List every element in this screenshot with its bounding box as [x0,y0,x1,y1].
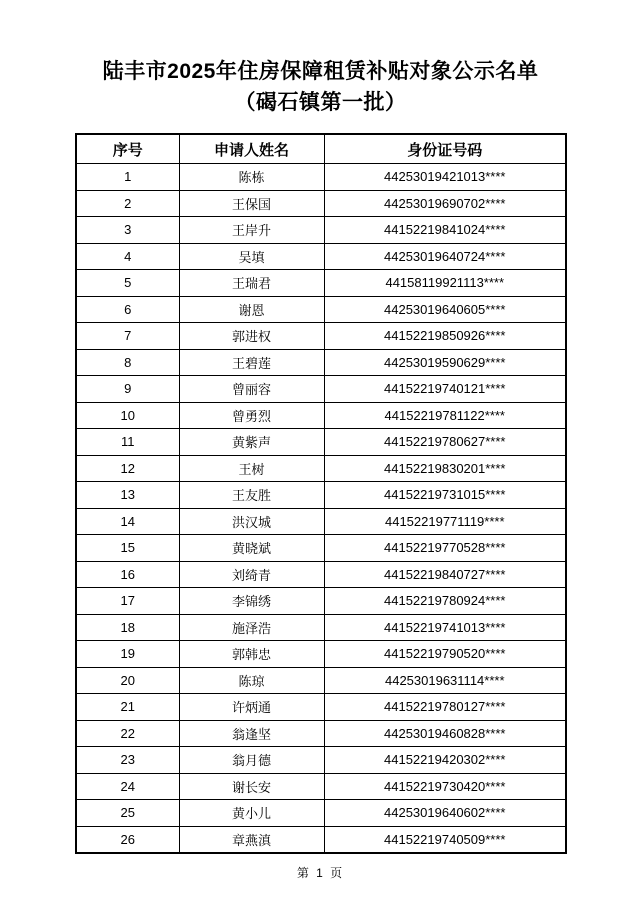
table-row [76,614,566,641]
cell-id-number: 44253019421013**** [324,164,566,191]
cell-applicant-name: 郭韩忠 [179,641,324,668]
cell-applicant-name: 陈琼 [179,667,324,694]
page-title [0,56,641,118]
table-row [76,588,566,615]
cell-id-number: 44152219420302**** [324,747,566,774]
cell-id-number: 44152219840727**** [324,561,566,588]
cell-id-number: 44152219740121**** [324,376,566,403]
table-row [76,747,566,774]
cell-index: 8 [76,349,179,376]
table-row [76,296,566,323]
table-body [76,164,566,854]
table-row [76,190,566,217]
cell-applicant-name: 王瑞君 [179,270,324,297]
cell-applicant-name: 施泽浩 [179,614,324,641]
cell-index: 13 [76,482,179,509]
cell-applicant-name: 章燕滇 [179,826,324,853]
table-row [76,323,566,350]
cell-applicant-name: 谢长安 [179,773,324,800]
cell-id-number: 44152219770528**** [324,535,566,562]
page-title-line2: （碣石镇第一批） [234,91,407,114]
table-row [76,720,566,747]
cell-index: 24 [76,773,179,800]
table-row [76,217,566,244]
cell-applicant-name: 曾丽容 [179,376,324,403]
cell-applicant-name: 王友胜 [179,482,324,509]
cell-index: 9 [76,376,179,403]
cell-id-number: 44152219780627**** [324,429,566,456]
table-row [76,270,566,297]
cell-index: 6 [76,296,179,323]
cell-index: 16 [76,561,179,588]
cell-id-number: 44152219781122**** [324,402,566,429]
cell-index: 7 [76,323,179,350]
cell-id-number: 44253019640724**** [324,243,566,270]
cell-index: 20 [76,667,179,694]
table-row [76,243,566,270]
table-row [76,535,566,562]
table-row [76,641,566,668]
cell-applicant-name: 黄晓斌 [179,535,324,562]
table-row [76,667,566,694]
cell-id-number: 44253019640602**** [324,800,566,827]
table-row [76,482,566,509]
cell-index: 12 [76,455,179,482]
cell-id-number: 44152219740509**** [324,826,566,853]
cell-id-number: 44152219830201**** [324,455,566,482]
cell-id-number: 44152219841024**** [324,217,566,244]
table-row [76,349,566,376]
cell-index: 1 [76,164,179,191]
cell-index: 14 [76,508,179,535]
table-row [76,164,566,191]
cell-id-number: 44158119921113**** [324,270,566,297]
cell-index: 18 [76,614,179,641]
cell-index: 25 [76,800,179,827]
cell-applicant-name: 王岸升 [179,217,324,244]
page-number: 第 1 页 [296,866,345,880]
cell-index: 21 [76,694,179,721]
cell-applicant-name: 洪汉城 [179,508,324,535]
cell-id-number: 44253019590629**** [324,349,566,376]
cell-id-number: 44152219731015**** [324,482,566,509]
column-header-index: 序号 [76,134,179,164]
cell-id-number: 44152219850926**** [324,323,566,350]
cell-id-number: 44152219790520**** [324,641,566,668]
cell-applicant-name: 郭进权 [179,323,324,350]
cell-applicant-name: 王保国 [179,190,324,217]
table-row [76,694,566,721]
cell-id-number: 44152219741013**** [324,614,566,641]
cell-applicant-name: 王树 [179,455,324,482]
table-row [76,561,566,588]
cell-applicant-name: 翁逢坚 [179,720,324,747]
cell-id-number: 44253019640605**** [324,296,566,323]
cell-applicant-name: 谢恩 [179,296,324,323]
cell-index: 15 [76,535,179,562]
cell-applicant-name: 曾勇烈 [179,402,324,429]
cell-applicant-name: 李锦绣 [179,588,324,615]
cell-index: 3 [76,217,179,244]
cell-id-number: 44152219780127**** [324,694,566,721]
cell-id-number: 44253019631114**** [324,667,566,694]
cell-index: 5 [76,270,179,297]
cell-id-number: 44152219780924**** [324,588,566,615]
cell-index: 4 [76,243,179,270]
cell-index: 26 [76,826,179,853]
table-row [76,376,566,403]
cell-applicant-name: 黄小儿 [179,800,324,827]
table-row [76,429,566,456]
cell-index: 22 [76,720,179,747]
cell-id-number: 44152219730420**** [324,773,566,800]
table-row [76,826,566,853]
cell-id-number: 44253019690702**** [324,190,566,217]
cell-id-number: 44152219771119**** [324,508,566,535]
cell-applicant-name: 翁月德 [179,747,324,774]
cell-applicant-name: 黄紫声 [179,429,324,456]
column-header-id: 身份证号码 [324,134,566,164]
cell-index: 10 [76,402,179,429]
table-row [76,800,566,827]
cell-applicant-name: 陈栋 [179,164,324,191]
cell-index: 23 [76,747,179,774]
table-row [76,402,566,429]
recipients-table [75,133,567,854]
cell-index: 17 [76,588,179,615]
table-row [76,508,566,535]
table-row [76,455,566,482]
cell-applicant-name: 吴填 [179,243,324,270]
table-header-row [76,134,566,164]
cell-applicant-name: 王碧莲 [179,349,324,376]
table-row [76,773,566,800]
cell-index: 19 [76,641,179,668]
column-header-name: 申请人姓名 [179,134,324,164]
cell-applicant-name: 刘绮青 [179,561,324,588]
page-title-line1: 陆丰市2025年住房保障租赁补贴对象公示名单 [102,60,539,83]
cell-applicant-name: 许炳通 [179,694,324,721]
cell-index: 11 [76,429,179,456]
cell-index: 2 [76,190,179,217]
cell-id-number: 44253019460828**** [324,720,566,747]
